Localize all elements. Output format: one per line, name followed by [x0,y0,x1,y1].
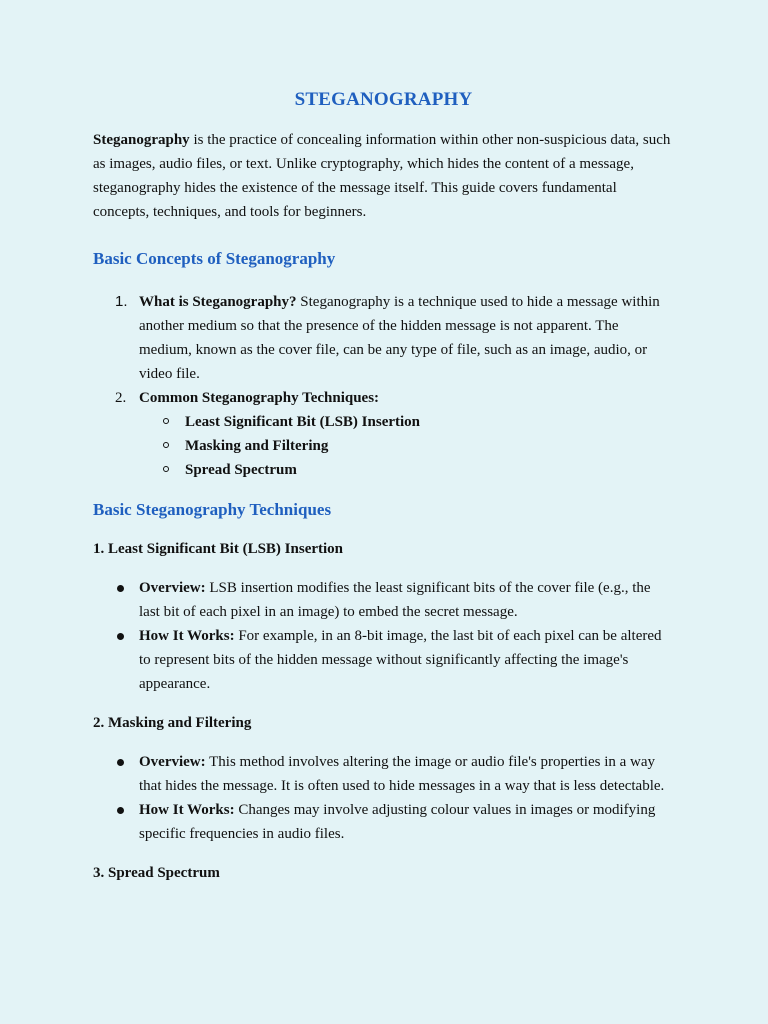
bullet-label: How It Works: [139,802,235,818]
sublist-item-text: Masking and Filtering [185,438,329,454]
bullet-item [93,576,674,624]
list-number: 1. [115,293,128,310]
subsection-heading-lsb: 1. Least Significant Bit (LSB) Insertion [93,541,344,557]
bullet-dot-icon [117,585,124,592]
bullet-item [93,798,674,846]
bullet-label: Overview: [139,754,206,770]
bullet-dot-icon [117,759,124,766]
bullet-item [93,750,674,798]
list-item-label: Common Steganography Techniques: [139,390,380,406]
page-title: STEGANOGRAPHY [294,89,473,110]
bullet-text: Changes may involve adjusting colour values in images or modifying specific frequencies in audio files. [139,802,656,842]
sublist-item-text: Spread Spectrum [185,462,297,478]
list-item [93,386,674,482]
sublist-item [139,434,674,458]
subsection-heading-masking: 2. Masking and Filtering [93,715,252,731]
bullet-item [93,624,674,696]
sublist-item [139,410,674,434]
bullet-text: LSB insertion modifies the least significant bits of the cover file (e.g., the last bit of each pixel in an image) to embed the secret message. [139,580,651,620]
lsb-bullet-list [93,576,674,696]
list-item [93,290,674,386]
sublist-item [139,458,674,482]
masking-bullet-list [93,750,674,846]
concepts-list [93,290,674,482]
bullet-dot-icon [117,633,124,640]
intro-term: Steganography [93,132,190,148]
bullet-text: For example, in an 8-bit image, the last bit of each pixel can be altered to represent bits of the hidden message without significantly affecting the image's appearance. [139,628,662,692]
intro-text: is the practice of concealing information within other non-suspicious data, such as images, audio files, or text. Unlike cryptography, which hides the content of a message, steganography hides the existence of the message itself. This guide covers fundamental concepts, techniques, and tools for beginners. [93,132,671,220]
intro-paragraph [93,128,674,224]
list-item-label: What is Steganography? [139,294,297,310]
sublist-item-text: Least Significant Bit (LSB) Insertion [185,414,421,430]
hollow-circle-bullet-icon [163,442,169,448]
list-number: 2. [115,390,127,406]
bullet-text: This method involves altering the image or audio file's properties in a way that hides the message. It is often used to hide messages in a way that is less detectable. [139,754,665,794]
section-heading-basic-concepts: Basic Concepts of Steganography [93,249,336,268]
techniques-sublist [139,410,674,482]
bullet-dot-icon [117,807,124,814]
bullet-label: How It Works: [139,628,235,644]
hollow-circle-bullet-icon [163,418,169,424]
bullet-label: Overview: [139,580,206,596]
list-item-text: Steganography is a technique used to hide a message within another medium so that the presence of the hidden message is not apparent. The medium, known as the cover file, can be any type of file, such as an image, audio, or video file. [139,294,660,382]
subsection-heading-spread-spectrum: 3. Spread Spectrum [93,865,220,881]
section-heading-techniques: Basic Steganography Techniques [93,500,332,519]
hollow-circle-bullet-icon [163,466,169,472]
